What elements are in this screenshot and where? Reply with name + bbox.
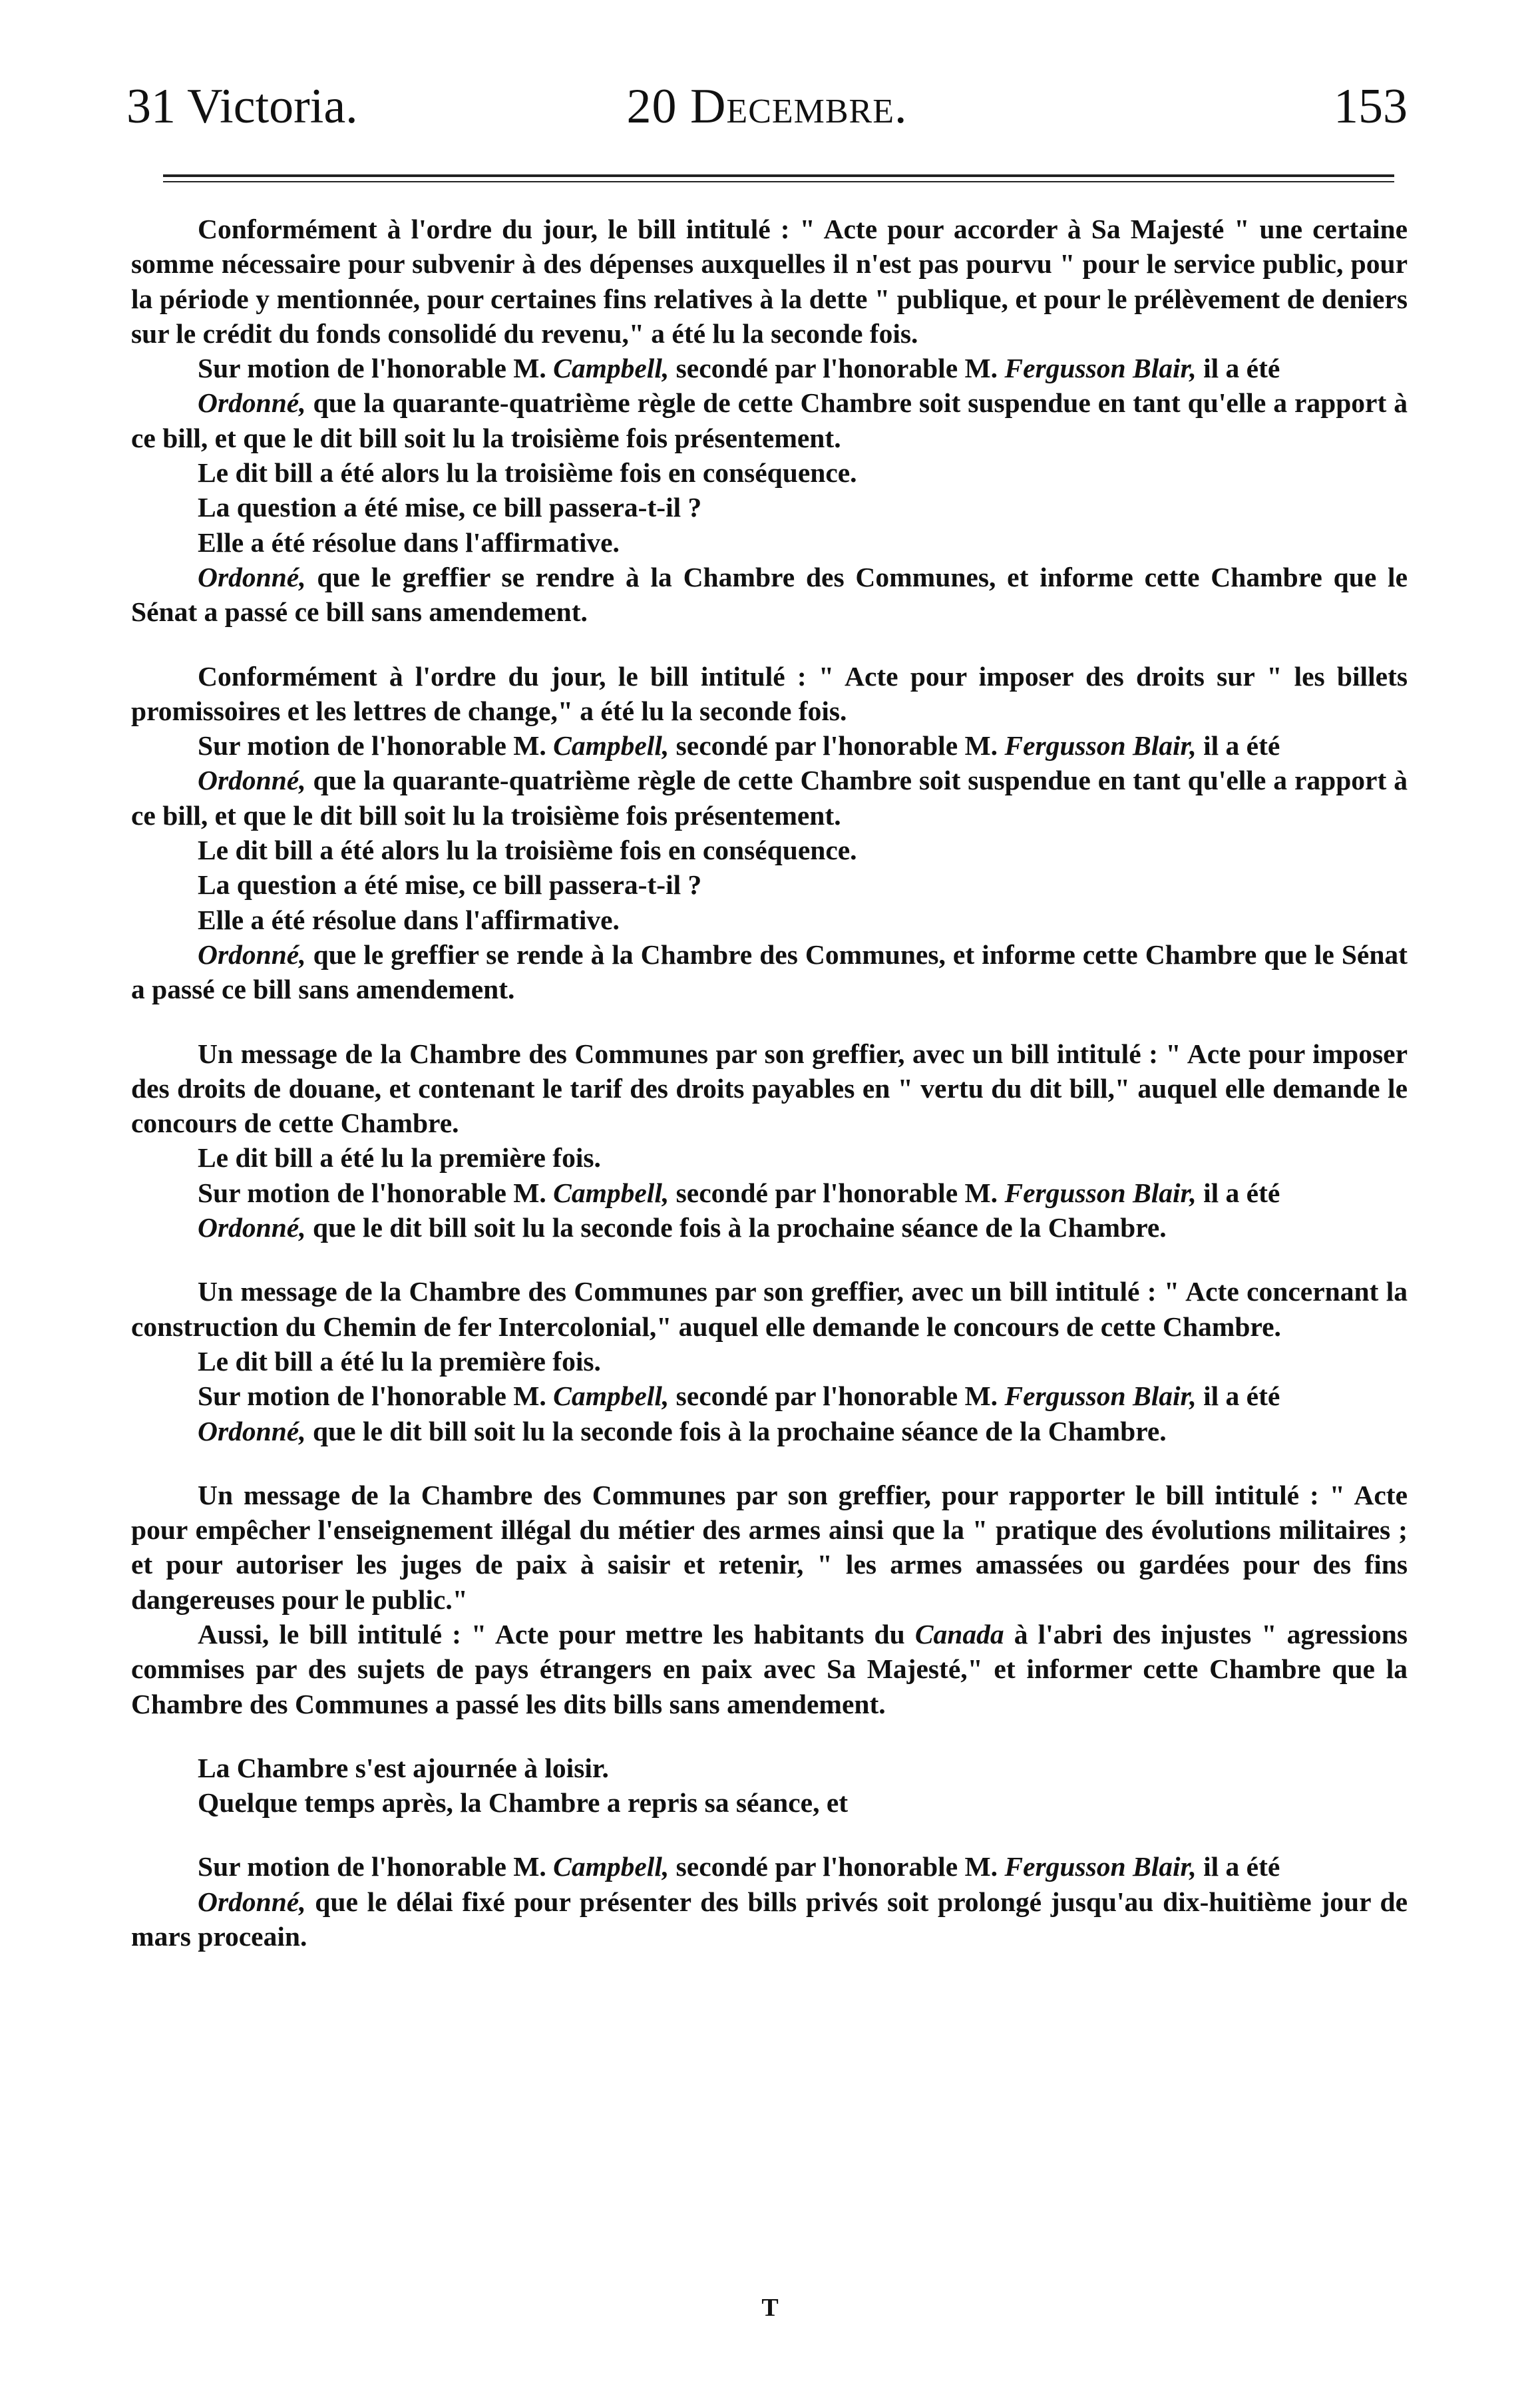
- italic-fragment: Campbell,: [553, 730, 670, 761]
- text-fragment: secondé par l'honorable M.: [669, 353, 1005, 384]
- paragraph: [131, 490, 1408, 525]
- text-fragment: Sur motion de l'honorable M.: [198, 353, 554, 384]
- page-number: 153: [1334, 79, 1408, 134]
- text-fragment: que le dit bill soit lu la seconde fois à la prochaine séance de la Chambre.: [305, 1212, 1167, 1243]
- section-gap: [131, 1448, 1408, 1478]
- text-fragment: Sur motion de l'honorable M.: [198, 730, 554, 761]
- text-fragment: La question a été mise, ce bill passera-t-il ?: [198, 492, 702, 523]
- text-fragment: Un message de la Chambre des Communes par son greffier, avec un bill intitulé : " Acte pour imposer des droits de douane, et contenant le tarif des droits payables en " vertu du dit bill," auquel elle demande le concours de cette Chambre.: [131, 1038, 1408, 1139]
- italic-fragment: Ordonné,: [198, 1886, 306, 1917]
- paragraph: [131, 1210, 1408, 1245]
- italic-fragment: Ordonné,: [198, 387, 306, 419]
- text-fragment: Quelque temps après, la Chambre a repris sa séance, et: [198, 1787, 849, 1819]
- text-fragment: Sur motion de l'honorable M.: [198, 1381, 554, 1412]
- italic-fragment: Ordonné,: [198, 765, 306, 796]
- italic-fragment: Fergusson Blair,: [1004, 1851, 1197, 1882]
- text-fragment: que le délai fixé pour présenter des bills privés soit prolongé jusqu'au dix-huitième jour de mars proceain.: [131, 1886, 1408, 1952]
- text-fragment: Le dit bill a été lu la première fois.: [198, 1142, 601, 1174]
- paragraph: [131, 525, 1408, 560]
- text-fragment: il a été: [1196, 353, 1280, 384]
- paragraph: [131, 1751, 1408, 1785]
- paragraph: [131, 455, 1408, 490]
- text-fragment: Conformément à l'ordre du jour, le bill intitulé : " Acte pour accorder à Sa Majesté " une certaine somme nécessaire pour subvenir à des dépenses auxquelles il n'est pas pourvu " pour le service public, pour la période y mentionnée, pour certaines fins relatives à la dette " publique, et pour le prélèvement de deniers sur le crédit du fonds consolidé du revenu," a été lu la seconde fois.: [131, 214, 1408, 349]
- text-fragment: La Chambre s'est ajournée à loisir.: [198, 1752, 609, 1783]
- header-date: [126, 70, 1408, 143]
- italic-fragment: Canada: [914, 1618, 1004, 1649]
- italic-fragment: Campbell,: [553, 1381, 670, 1412]
- header-rule-thin: [163, 181, 1394, 182]
- text-fragment: secondé par l'honorable M.: [669, 1381, 1005, 1412]
- text-fragment: Elle a été résolue dans l'affirmative.: [198, 904, 620, 935]
- paragraph: [131, 351, 1408, 385]
- paragraph: [131, 1884, 1408, 1954]
- text-fragment: que la quarante-quatrième règle de cette Chambre soit suspendue en tant qu'elle a rapport à ce bill, et que le dit bill soit lu la troisième fois présentement.: [131, 765, 1408, 831]
- italic-fragment: Campbell,: [553, 353, 670, 384]
- text-fragment: Le dit bill a été alors lu la troisième fois en conséquence.: [198, 835, 857, 866]
- italic-fragment: Campbell,: [553, 1851, 670, 1882]
- paragraph: [131, 1176, 1408, 1210]
- italic-fragment: Fergusson Blair,: [1004, 1381, 1197, 1412]
- text-fragment: Sur motion de l'honorable M.: [198, 1851, 554, 1882]
- section-gap: [131, 630, 1408, 659]
- text-fragment: Un message de la Chambre des Communes par son greffier, avec un bill intitulé : " Acte concernant la construction du Chemin de fer Intercolonial," auquel elle demande le concours de cette Chambre.: [131, 1276, 1408, 1342]
- text-fragment: Elle a été résolue dans l'affirmative.: [198, 527, 620, 558]
- paragraph: [131, 728, 1408, 763]
- italic-fragment: Ordonné,: [198, 561, 306, 592]
- text-fragment: il a été: [1196, 730, 1280, 761]
- paragraph: [131, 1478, 1408, 1617]
- paragraph: [131, 833, 1408, 867]
- paragraph: [131, 1344, 1408, 1379]
- section-gap: [131, 1245, 1408, 1274]
- header-rule: [163, 174, 1394, 177]
- paragraph: [131, 1379, 1408, 1413]
- text-fragment: Le dit bill a été lu la première fois.: [198, 1345, 601, 1377]
- header-session: 31 Victoria.: [126, 79, 358, 134]
- italic-fragment: Fergusson Blair,: [1004, 1177, 1197, 1208]
- paragraph: [131, 903, 1408, 937]
- page-body: [131, 212, 1408, 1954]
- paragraph: [131, 212, 1408, 351]
- paragraph: [131, 763, 1408, 833]
- paragraph: [131, 1036, 1408, 1141]
- paragraph: [131, 560, 1408, 630]
- text-fragment: que le greffier se rendre à la Chambre des Communes, et informe cette Chambre que le Sénat a passé ce bill sans amendement.: [131, 561, 1408, 628]
- section-gap: [131, 1007, 1408, 1036]
- header-month: Decembre.: [689, 79, 908, 134]
- italic-fragment: Campbell,: [553, 1177, 670, 1208]
- paragraph: [131, 1785, 1408, 1820]
- italic-fragment: Ordonné,: [198, 939, 306, 970]
- section-gap: [131, 1820, 1408, 1849]
- text-fragment: il a été: [1196, 1381, 1280, 1412]
- text-fragment: que le greffier se rende à la Chambre des Communes, et informe cette Chambre que le Sénat a passé ce bill sans amendement.: [131, 939, 1408, 1005]
- header-day: 20: [626, 79, 677, 134]
- page-header: [126, 70, 1408, 143]
- text-fragment: Sur motion de l'honorable M.: [198, 1177, 554, 1208]
- text-fragment: secondé par l'honorable M.: [669, 1851, 1005, 1882]
- paragraph: [131, 937, 1408, 1007]
- text-fragment: Conformément à l'ordre du jour, le bill intitulé : " Acte pour imposer des droits sur " les billets promissoires et les lettres de change," a été lu la seconde fois.: [131, 660, 1408, 726]
- paragraph: [131, 1140, 1408, 1175]
- italic-fragment: Fergusson Blair,: [1004, 730, 1197, 761]
- signature-mark: T: [761, 2294, 779, 2322]
- text-fragment: que le dit bill soit lu la seconde fois à la prochaine séance de la Chambre.: [305, 1415, 1167, 1446]
- paragraph: [131, 385, 1408, 455]
- text-fragment: Le dit bill a été alors lu la troisième fois en conséquence.: [198, 457, 857, 489]
- italic-fragment: Ordonné,: [198, 1415, 306, 1446]
- text-fragment: Un message de la Chambre des Communes par son greffier, pour rapporter le bill intitulé : " Acte pour empêcher l'enseignement illégal du métier des armes ainsi que la " pratique des évolutions militaires ; et pour autoriser les juges de paix à saisir et retenir, " les armes amassées ou gardées pour des fins dangereuses pour le public.": [131, 1479, 1408, 1615]
- section-gap: [131, 1721, 1408, 1751]
- text-fragment: que la quarante-quatrième règle de cette Chambre soit suspendue en tant qu'elle a rapport à ce bill, et que le dit bill soit lu la troisième fois présentement.: [131, 387, 1408, 453]
- italic-fragment: Fergusson Blair,: [1004, 353, 1197, 384]
- text-fragment: Aussi, le bill intitulé : " Acte pour mettre les habitants du: [198, 1618, 915, 1649]
- text-fragment: secondé par l'honorable M.: [669, 730, 1005, 761]
- text-fragment: secondé par l'honorable M.: [669, 1177, 1005, 1208]
- paragraph: [131, 659, 1408, 729]
- paragraph: [131, 1414, 1408, 1448]
- italic-fragment: Ordonné,: [198, 1212, 306, 1243]
- text-fragment: il a été: [1196, 1177, 1280, 1208]
- paragraph: [131, 867, 1408, 902]
- paragraph: [131, 1274, 1408, 1344]
- paragraph: [131, 1849, 1408, 1884]
- text-fragment: à l'abri des injustes " agressions commises par des sujets de pays étrangers en paix avec Sa Majesté," et informer cette Chambre que la Chambre des Communes a passé les dits bills sans amendement.: [131, 1618, 1408, 1719]
- text-fragment: La question a été mise, ce bill passera-t-il ?: [198, 869, 702, 901]
- paragraph: [131, 1617, 1408, 1721]
- text-fragment: il a été: [1196, 1851, 1280, 1882]
